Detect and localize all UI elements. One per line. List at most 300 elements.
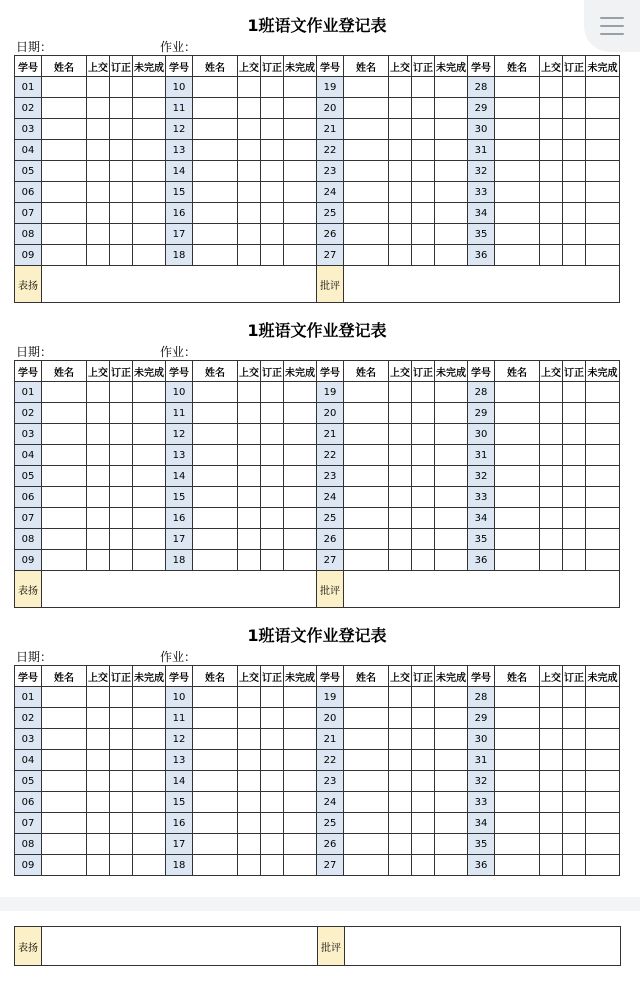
submitted-cell[interactable] (87, 182, 110, 203)
incomplete-cell[interactable] (284, 98, 317, 119)
incomplete-cell[interactable] (586, 203, 620, 224)
name-cell[interactable] (495, 161, 540, 182)
submitted-cell[interactable] (540, 729, 563, 750)
corrected-cell[interactable] (110, 550, 133, 571)
corrected-cell[interactable] (261, 708, 284, 729)
incomplete-cell[interactable] (133, 445, 166, 466)
incomplete-cell[interactable] (586, 792, 620, 813)
name-cell[interactable] (193, 203, 238, 224)
corrected-cell[interactable] (261, 98, 284, 119)
incomplete-cell[interactable] (435, 382, 468, 403)
incomplete-cell[interactable] (133, 750, 166, 771)
incomplete-cell[interactable] (435, 792, 468, 813)
submitted-cell[interactable] (540, 140, 563, 161)
corrected-cell[interactable] (110, 403, 133, 424)
submitted-cell[interactable] (540, 687, 563, 708)
submitted-cell[interactable] (238, 403, 261, 424)
incomplete-cell[interactable] (133, 487, 166, 508)
corrected-cell[interactable] (261, 161, 284, 182)
corrected-cell[interactable] (261, 203, 284, 224)
incomplete-cell[interactable] (435, 403, 468, 424)
name-cell[interactable] (344, 224, 389, 245)
name-cell[interactable] (42, 813, 87, 834)
submitted-cell[interactable] (540, 403, 563, 424)
submitted-cell[interactable] (540, 750, 563, 771)
incomplete-cell[interactable] (586, 550, 620, 571)
name-cell[interactable] (42, 687, 87, 708)
incomplete-cell[interactable] (284, 224, 317, 245)
name-cell[interactable] (495, 771, 540, 792)
submitted-cell[interactable] (540, 855, 563, 876)
incomplete-cell[interactable] (435, 161, 468, 182)
corrected-cell[interactable] (261, 487, 284, 508)
submitted-cell[interactable] (389, 182, 412, 203)
praise-field[interactable] (42, 266, 317, 303)
incomplete-cell[interactable] (586, 224, 620, 245)
incomplete-cell[interactable] (586, 119, 620, 140)
name-cell[interactable] (344, 98, 389, 119)
name-cell[interactable] (495, 182, 540, 203)
incomplete-cell[interactable] (284, 750, 317, 771)
corrected-cell[interactable] (261, 550, 284, 571)
corrected-cell[interactable] (412, 855, 435, 876)
name-cell[interactable] (42, 403, 87, 424)
incomplete-cell[interactable] (586, 140, 620, 161)
submitted-cell[interactable] (87, 529, 110, 550)
submitted-cell[interactable] (87, 792, 110, 813)
submitted-cell[interactable] (238, 708, 261, 729)
incomplete-cell[interactable] (586, 750, 620, 771)
incomplete-cell[interactable] (435, 140, 468, 161)
name-cell[interactable] (344, 424, 389, 445)
incomplete-cell[interactable] (133, 424, 166, 445)
submitted-cell[interactable] (540, 424, 563, 445)
incomplete-cell[interactable] (435, 424, 468, 445)
corrected-cell[interactable] (110, 529, 133, 550)
name-cell[interactable] (344, 834, 389, 855)
corrected-cell[interactable] (563, 98, 586, 119)
corrected-cell[interactable] (412, 771, 435, 792)
submitted-cell[interactable] (87, 813, 110, 834)
corrected-cell[interactable] (261, 855, 284, 876)
corrected-cell[interactable] (412, 382, 435, 403)
name-cell[interactable] (495, 729, 540, 750)
incomplete-cell[interactable] (435, 687, 468, 708)
submitted-cell[interactable] (389, 98, 412, 119)
corrected-cell[interactable] (110, 245, 133, 266)
incomplete-cell[interactable] (284, 834, 317, 855)
submitted-cell[interactable] (389, 224, 412, 245)
submitted-cell[interactable] (540, 77, 563, 98)
incomplete-cell[interactable] (586, 487, 620, 508)
incomplete-cell[interactable] (586, 466, 620, 487)
incomplete-cell[interactable] (284, 771, 317, 792)
name-cell[interactable] (193, 424, 238, 445)
corrected-cell[interactable] (563, 792, 586, 813)
submitted-cell[interactable] (238, 834, 261, 855)
submitted-cell[interactable] (540, 708, 563, 729)
name-cell[interactable] (42, 466, 87, 487)
corrected-cell[interactable] (261, 119, 284, 140)
incomplete-cell[interactable] (435, 508, 468, 529)
incomplete-cell[interactable] (284, 77, 317, 98)
submitted-cell[interactable] (87, 140, 110, 161)
corrected-cell[interactable] (110, 834, 133, 855)
submitted-cell[interactable] (87, 224, 110, 245)
name-cell[interactable] (193, 382, 238, 403)
name-cell[interactable] (42, 834, 87, 855)
corrected-cell[interactable] (412, 424, 435, 445)
name-cell[interactable] (193, 508, 238, 529)
name-cell[interactable] (495, 687, 540, 708)
incomplete-cell[interactable] (133, 708, 166, 729)
name-cell[interactable] (495, 77, 540, 98)
name-cell[interactable] (344, 687, 389, 708)
corrected-cell[interactable] (563, 508, 586, 529)
corrected-cell[interactable] (261, 813, 284, 834)
corrected-cell[interactable] (261, 224, 284, 245)
corrected-cell[interactable] (563, 161, 586, 182)
incomplete-cell[interactable] (133, 140, 166, 161)
submitted-cell[interactable] (87, 77, 110, 98)
name-cell[interactable] (42, 508, 87, 529)
name-cell[interactable] (344, 529, 389, 550)
incomplete-cell[interactable] (133, 203, 166, 224)
submitted-cell[interactable] (238, 771, 261, 792)
submitted-cell[interactable] (540, 445, 563, 466)
submitted-cell[interactable] (540, 792, 563, 813)
incomplete-cell[interactable] (586, 161, 620, 182)
submitted-cell[interactable] (87, 855, 110, 876)
submitted-cell[interactable] (238, 424, 261, 445)
corrected-cell[interactable] (412, 708, 435, 729)
name-cell[interactable] (344, 855, 389, 876)
name-cell[interactable] (344, 445, 389, 466)
incomplete-cell[interactable] (435, 245, 468, 266)
submitted-cell[interactable] (389, 813, 412, 834)
name-cell[interactable] (495, 487, 540, 508)
name-cell[interactable] (495, 119, 540, 140)
submitted-cell[interactable] (540, 203, 563, 224)
submitted-cell[interactable] (540, 224, 563, 245)
name-cell[interactable] (344, 245, 389, 266)
corrected-cell[interactable] (110, 687, 133, 708)
incomplete-cell[interactable] (133, 466, 166, 487)
incomplete-cell[interactable] (133, 792, 166, 813)
submitted-cell[interactable] (238, 529, 261, 550)
corrected-cell[interactable] (110, 382, 133, 403)
submitted-cell[interactable] (238, 445, 261, 466)
name-cell[interactable] (193, 224, 238, 245)
corrected-cell[interactable] (261, 182, 284, 203)
name-cell[interactable] (495, 424, 540, 445)
corrected-cell[interactable] (563, 529, 586, 550)
incomplete-cell[interactable] (284, 687, 317, 708)
name-cell[interactable] (42, 855, 87, 876)
name-cell[interactable] (42, 750, 87, 771)
name-cell[interactable] (193, 834, 238, 855)
submitted-cell[interactable] (540, 813, 563, 834)
corrected-cell[interactable] (412, 182, 435, 203)
name-cell[interactable] (193, 403, 238, 424)
corrected-cell[interactable] (110, 140, 133, 161)
submitted-cell[interactable] (389, 245, 412, 266)
submitted-cell[interactable] (238, 813, 261, 834)
name-cell[interactable] (495, 245, 540, 266)
corrected-cell[interactable] (412, 792, 435, 813)
name-cell[interactable] (193, 445, 238, 466)
name-cell[interactable] (344, 508, 389, 529)
submitted-cell[interactable] (87, 708, 110, 729)
incomplete-cell[interactable] (586, 424, 620, 445)
incomplete-cell[interactable] (284, 708, 317, 729)
incomplete-cell[interactable] (435, 119, 468, 140)
submitted-cell[interactable] (87, 466, 110, 487)
name-cell[interactable] (193, 487, 238, 508)
submitted-cell[interactable] (389, 466, 412, 487)
submitted-cell[interactable] (540, 834, 563, 855)
incomplete-cell[interactable] (435, 855, 468, 876)
name-cell[interactable] (193, 119, 238, 140)
corrected-cell[interactable] (563, 708, 586, 729)
corrected-cell[interactable] (110, 487, 133, 508)
submitted-cell[interactable] (87, 550, 110, 571)
criticism-field[interactable] (345, 927, 621, 966)
incomplete-cell[interactable] (284, 119, 317, 140)
submitted-cell[interactable] (540, 771, 563, 792)
incomplete-cell[interactable] (586, 508, 620, 529)
name-cell[interactable] (193, 529, 238, 550)
name-cell[interactable] (193, 161, 238, 182)
submitted-cell[interactable] (389, 382, 412, 403)
name-cell[interactable] (495, 140, 540, 161)
submitted-cell[interactable] (238, 98, 261, 119)
submitted-cell[interactable] (238, 687, 261, 708)
submitted-cell[interactable] (540, 161, 563, 182)
name-cell[interactable] (42, 140, 87, 161)
incomplete-cell[interactable] (586, 855, 620, 876)
submitted-cell[interactable] (389, 445, 412, 466)
submitted-cell[interactable] (87, 729, 110, 750)
submitted-cell[interactable] (389, 750, 412, 771)
name-cell[interactable] (495, 403, 540, 424)
corrected-cell[interactable] (563, 771, 586, 792)
incomplete-cell[interactable] (435, 550, 468, 571)
corrected-cell[interactable] (261, 140, 284, 161)
name-cell[interactable] (42, 161, 87, 182)
incomplete-cell[interactable] (435, 708, 468, 729)
submitted-cell[interactable] (389, 487, 412, 508)
name-cell[interactable] (495, 834, 540, 855)
incomplete-cell[interactable] (133, 771, 166, 792)
corrected-cell[interactable] (563, 445, 586, 466)
name-cell[interactable] (42, 245, 87, 266)
incomplete-cell[interactable] (133, 382, 166, 403)
submitted-cell[interactable] (540, 529, 563, 550)
submitted-cell[interactable] (389, 855, 412, 876)
incomplete-cell[interactable] (284, 424, 317, 445)
incomplete-cell[interactable] (133, 834, 166, 855)
name-cell[interactable] (193, 729, 238, 750)
incomplete-cell[interactable] (133, 77, 166, 98)
corrected-cell[interactable] (412, 203, 435, 224)
incomplete-cell[interactable] (133, 687, 166, 708)
corrected-cell[interactable] (261, 445, 284, 466)
submitted-cell[interactable] (238, 792, 261, 813)
corrected-cell[interactable] (261, 382, 284, 403)
corrected-cell[interactable] (261, 403, 284, 424)
corrected-cell[interactable] (412, 77, 435, 98)
corrected-cell[interactable] (563, 424, 586, 445)
corrected-cell[interactable] (412, 813, 435, 834)
corrected-cell[interactable] (412, 508, 435, 529)
corrected-cell[interactable] (412, 729, 435, 750)
incomplete-cell[interactable] (284, 140, 317, 161)
corrected-cell[interactable] (261, 424, 284, 445)
incomplete-cell[interactable] (284, 508, 317, 529)
name-cell[interactable] (193, 708, 238, 729)
corrected-cell[interactable] (412, 245, 435, 266)
corrected-cell[interactable] (563, 729, 586, 750)
submitted-cell[interactable] (87, 203, 110, 224)
submitted-cell[interactable] (238, 508, 261, 529)
corrected-cell[interactable] (110, 119, 133, 140)
incomplete-cell[interactable] (284, 245, 317, 266)
submitted-cell[interactable] (238, 182, 261, 203)
corrected-cell[interactable] (412, 487, 435, 508)
incomplete-cell[interactable] (284, 529, 317, 550)
submitted-cell[interactable] (540, 182, 563, 203)
incomplete-cell[interactable] (133, 508, 166, 529)
name-cell[interactable] (495, 203, 540, 224)
submitted-cell[interactable] (238, 487, 261, 508)
incomplete-cell[interactable] (284, 445, 317, 466)
name-cell[interactable] (495, 813, 540, 834)
submitted-cell[interactable] (87, 834, 110, 855)
name-cell[interactable] (42, 98, 87, 119)
submitted-cell[interactable] (87, 487, 110, 508)
corrected-cell[interactable] (563, 119, 586, 140)
name-cell[interactable] (495, 466, 540, 487)
name-cell[interactable] (495, 508, 540, 529)
submitted-cell[interactable] (389, 529, 412, 550)
submitted-cell[interactable] (389, 792, 412, 813)
incomplete-cell[interactable] (586, 708, 620, 729)
submitted-cell[interactable] (238, 224, 261, 245)
submitted-cell[interactable] (540, 550, 563, 571)
name-cell[interactable] (344, 708, 389, 729)
submitted-cell[interactable] (540, 487, 563, 508)
name-cell[interactable] (193, 77, 238, 98)
criticism-field[interactable] (344, 266, 620, 303)
submitted-cell[interactable] (389, 403, 412, 424)
submitted-cell[interactable] (389, 708, 412, 729)
submitted-cell[interactable] (87, 687, 110, 708)
incomplete-cell[interactable] (284, 466, 317, 487)
corrected-cell[interactable] (110, 771, 133, 792)
name-cell[interactable] (193, 855, 238, 876)
incomplete-cell[interactable] (133, 403, 166, 424)
name-cell[interactable] (495, 855, 540, 876)
submitted-cell[interactable] (389, 687, 412, 708)
corrected-cell[interactable] (412, 834, 435, 855)
name-cell[interactable] (42, 792, 87, 813)
incomplete-cell[interactable] (586, 834, 620, 855)
corrected-cell[interactable] (412, 98, 435, 119)
submitted-cell[interactable] (540, 466, 563, 487)
name-cell[interactable] (42, 119, 87, 140)
corrected-cell[interactable] (110, 98, 133, 119)
submitted-cell[interactable] (540, 508, 563, 529)
name-cell[interactable] (42, 203, 87, 224)
submitted-cell[interactable] (87, 382, 110, 403)
submitted-cell[interactable] (389, 771, 412, 792)
name-cell[interactable] (42, 771, 87, 792)
corrected-cell[interactable] (563, 140, 586, 161)
incomplete-cell[interactable] (284, 792, 317, 813)
name-cell[interactable] (344, 203, 389, 224)
submitted-cell[interactable] (389, 508, 412, 529)
submitted-cell[interactable] (87, 508, 110, 529)
corrected-cell[interactable] (261, 687, 284, 708)
name-cell[interactable] (495, 529, 540, 550)
corrected-cell[interactable] (563, 182, 586, 203)
incomplete-cell[interactable] (133, 98, 166, 119)
name-cell[interactable] (42, 182, 87, 203)
name-cell[interactable] (42, 729, 87, 750)
corrected-cell[interactable] (110, 813, 133, 834)
incomplete-cell[interactable] (435, 813, 468, 834)
incomplete-cell[interactable] (435, 77, 468, 98)
name-cell[interactable] (42, 224, 87, 245)
corrected-cell[interactable] (261, 834, 284, 855)
name-cell[interactable] (193, 750, 238, 771)
name-cell[interactable] (344, 750, 389, 771)
corrected-cell[interactable] (563, 466, 586, 487)
incomplete-cell[interactable] (284, 161, 317, 182)
criticism-field[interactable] (344, 571, 620, 608)
submitted-cell[interactable] (238, 245, 261, 266)
incomplete-cell[interactable] (284, 182, 317, 203)
submitted-cell[interactable] (87, 245, 110, 266)
corrected-cell[interactable] (563, 245, 586, 266)
incomplete-cell[interactable] (435, 203, 468, 224)
incomplete-cell[interactable] (284, 729, 317, 750)
corrected-cell[interactable] (110, 445, 133, 466)
corrected-cell[interactable] (412, 161, 435, 182)
corrected-cell[interactable] (110, 792, 133, 813)
name-cell[interactable] (495, 708, 540, 729)
name-cell[interactable] (193, 245, 238, 266)
name-cell[interactable] (193, 466, 238, 487)
praise-field[interactable] (42, 927, 318, 966)
submitted-cell[interactable] (238, 161, 261, 182)
incomplete-cell[interactable] (435, 729, 468, 750)
corrected-cell[interactable] (110, 508, 133, 529)
name-cell[interactable] (344, 792, 389, 813)
submitted-cell[interactable] (238, 750, 261, 771)
name-cell[interactable] (344, 813, 389, 834)
incomplete-cell[interactable] (586, 445, 620, 466)
corrected-cell[interactable] (412, 687, 435, 708)
incomplete-cell[interactable] (435, 466, 468, 487)
name-cell[interactable] (344, 161, 389, 182)
corrected-cell[interactable] (110, 77, 133, 98)
name-cell[interactable] (495, 792, 540, 813)
submitted-cell[interactable] (238, 140, 261, 161)
incomplete-cell[interactable] (435, 224, 468, 245)
corrected-cell[interactable] (261, 792, 284, 813)
